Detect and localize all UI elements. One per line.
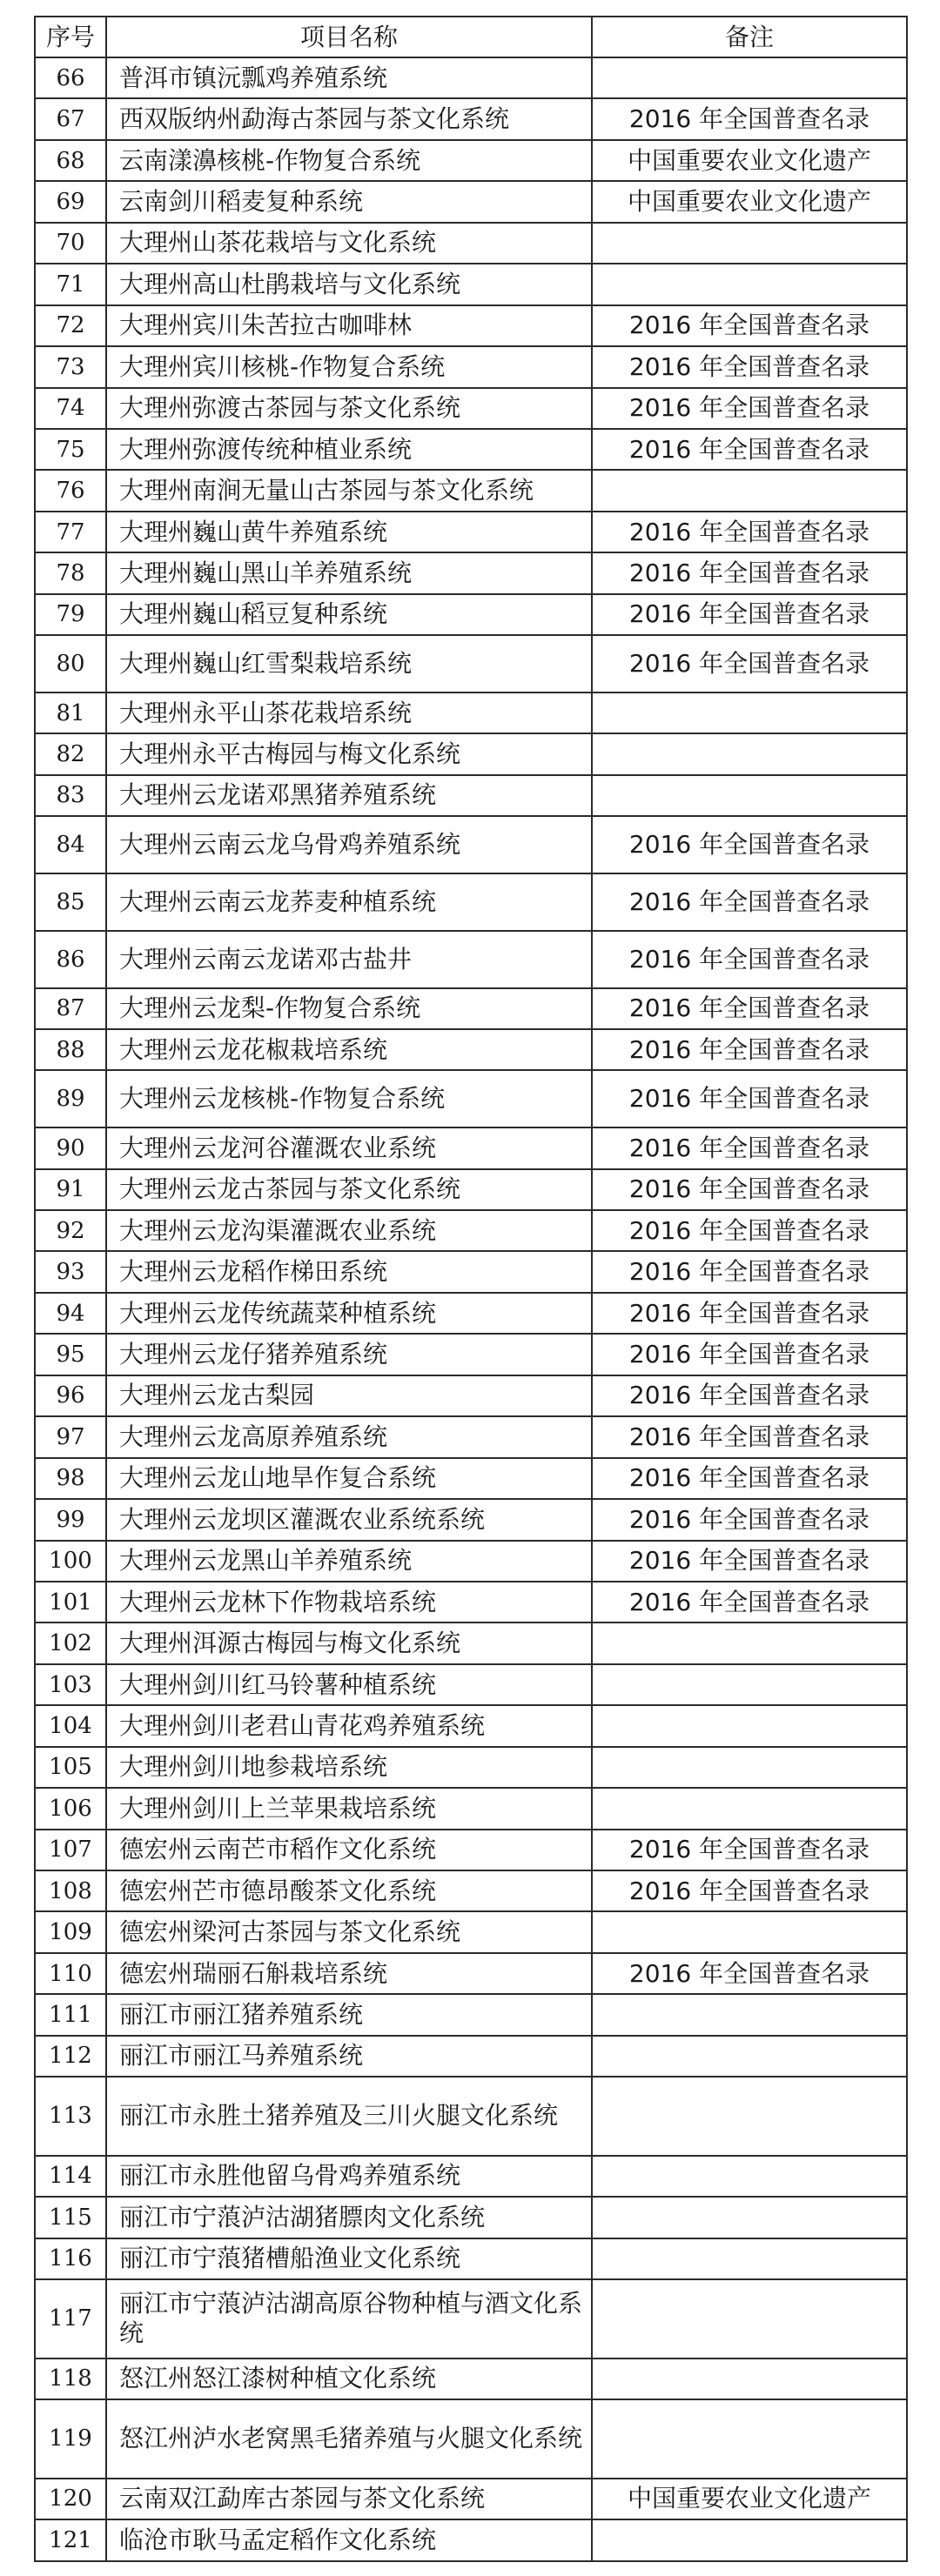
project-name: 大理州云龙梨-作物复合系统 (106, 988, 592, 1029)
row-number: 118 (35, 2359, 106, 2399)
row-number: 71 (35, 264, 106, 304)
row-number: 96 (35, 1375, 106, 1416)
table-row (35, 733, 907, 774)
remark: 2016 年全国普查名录 (592, 1169, 907, 1210)
project-name: 临沧市耿马孟定稻作文化系统 (106, 2519, 592, 2561)
remark (592, 2519, 907, 2561)
remark: 2016 年全国普查名录 (592, 873, 907, 931)
table-row (35, 2156, 907, 2197)
table-row (35, 305, 907, 346)
remark (592, 1911, 907, 1952)
project-name: 丽江市宁蒗泸沽湖猪膘肉文化系统 (106, 2197, 592, 2238)
row-number: 113 (35, 2077, 106, 2156)
table-row (35, 470, 907, 511)
table-row (35, 1911, 907, 1952)
project-name: 大理州云龙河谷灌溉农业系统 (106, 1127, 592, 1168)
row-number: 110 (35, 1953, 106, 1994)
remark (592, 1664, 907, 1705)
remark: 2016 年全国普查名录 (592, 388, 907, 429)
remark: 2016 年全国普查名录 (592, 594, 907, 635)
table-row (35, 2197, 907, 2238)
project-name: 大理州云龙传统蔬菜种植系统 (106, 1293, 592, 1334)
row-number: 94 (35, 1293, 106, 1334)
remark: 2016 年全国普查名录 (592, 1458, 907, 1499)
remark (592, 223, 907, 264)
table-row (35, 1416, 907, 1457)
row-number: 111 (35, 1994, 106, 2035)
table-row (35, 1623, 907, 1663)
heritage-table-sheet (34, 16, 906, 2562)
project-name: 大理州云龙核桃-作物复合系统 (106, 1070, 592, 1127)
remark: 2016 年全国普查名录 (592, 305, 907, 346)
table-row (35, 1788, 907, 1829)
table-row (35, 693, 907, 733)
row-number: 98 (35, 1458, 106, 1499)
remark: 2016 年全国普查名录 (592, 1127, 907, 1168)
row-number: 80 (35, 635, 106, 693)
remark: 2016 年全国普查名录 (592, 1029, 907, 1070)
table-row (35, 1830, 907, 1870)
row-number: 121 (35, 2519, 106, 2561)
row-number: 93 (35, 1251, 106, 1292)
row-number: 112 (35, 2036, 106, 2077)
row-number: 101 (35, 1582, 106, 1623)
table-row (35, 346, 907, 387)
table-row (35, 1664, 907, 1705)
row-number: 114 (35, 2156, 106, 2197)
row-number: 72 (35, 305, 106, 346)
row-number: 120 (35, 2479, 106, 2519)
table-row (35, 2036, 907, 2077)
project-name: 大理州云龙仔猪养殖系统 (106, 1334, 592, 1375)
table-header-row (35, 17, 907, 57)
table-row (35, 2479, 907, 2519)
remark (592, 1623, 907, 1663)
remark (592, 2036, 907, 2077)
project-name: 大理州云龙高原养殖系统 (106, 1416, 592, 1457)
row-number: 103 (35, 1664, 106, 1705)
row-number: 88 (35, 1029, 106, 1070)
row-number: 75 (35, 429, 106, 470)
remark: 中国重要农业文化遗产 (592, 2479, 907, 2519)
remark (592, 470, 907, 511)
remark (592, 1705, 907, 1746)
table-row (35, 2238, 907, 2279)
table-row (35, 57, 907, 98)
table-row (35, 2279, 907, 2359)
remark: 2016 年全国普查名录 (592, 816, 907, 873)
table-row (35, 1953, 907, 1994)
remark: 中国重要农业文化遗产 (592, 181, 907, 222)
project-name: 大理州云南云龙诺邓古盐井 (106, 931, 592, 988)
row-number: 86 (35, 931, 106, 988)
project-name: 大理州云南云龙乌骨鸡养殖系统 (106, 816, 592, 873)
table-row (35, 181, 907, 222)
row-number: 87 (35, 988, 106, 1029)
row-number: 68 (35, 140, 106, 181)
remark (592, 2359, 907, 2399)
remark: 2016 年全国普查名录 (592, 512, 907, 552)
table-row (35, 816, 907, 873)
row-number: 97 (35, 1416, 106, 1457)
remark: 2016 年全国普查名录 (592, 552, 907, 593)
project-name: 大理州云龙山地旱作复合系统 (106, 1458, 592, 1499)
project-name: 大理州云龙稻作梯田系统 (106, 1251, 592, 1292)
row-number: 74 (35, 388, 106, 429)
row-number: 119 (35, 2399, 106, 2479)
row-number: 91 (35, 1169, 106, 1210)
table-row (35, 1499, 907, 1540)
project-name: 普洱市镇沅瓢鸡养殖系统 (106, 57, 592, 98)
table-row (35, 2077, 907, 2156)
table-row (35, 1127, 907, 1168)
project-name: 大理州洱源古梅园与梅文化系统 (106, 1623, 592, 1663)
remark: 2016 年全国普查名录 (592, 635, 907, 693)
table-row (35, 931, 907, 988)
row-number: 84 (35, 816, 106, 873)
project-name: 西双版纳州勐海古茶园与茶文化系统 (106, 98, 592, 139)
row-number: 105 (35, 1747, 106, 1788)
table-row (35, 594, 907, 635)
project-name: 大理州云龙古梨园 (106, 1375, 592, 1416)
table-row (35, 264, 907, 304)
row-number: 78 (35, 552, 106, 593)
row-number: 100 (35, 1541, 106, 1582)
project-name: 大理州巍山黄牛养殖系统 (106, 512, 592, 552)
row-number: 70 (35, 223, 106, 264)
remark: 2016 年全国普查名录 (592, 429, 907, 470)
remark (592, 693, 907, 733)
remark: 2016 年全国普查名录 (592, 1375, 907, 1416)
table-row (35, 873, 907, 931)
project-name: 大理州巍山黑山羊养殖系统 (106, 552, 592, 593)
project-name: 云南剑川稻麦复种系统 (106, 181, 592, 222)
table-row (35, 512, 907, 552)
remark: 2016 年全国普查名录 (592, 1334, 907, 1375)
row-number: 69 (35, 181, 106, 222)
row-number: 76 (35, 470, 106, 511)
row-number: 82 (35, 733, 106, 774)
remark: 2016 年全国普查名录 (592, 1541, 907, 1582)
remark (592, 2399, 907, 2479)
row-number: 83 (35, 775, 106, 816)
row-number: 116 (35, 2238, 106, 2279)
table-row (35, 635, 907, 693)
row-number: 90 (35, 1127, 106, 1168)
remark: 2016 年全国普查名录 (592, 1499, 907, 1540)
project-name: 大理州高山杜鹃栽培与文化系统 (106, 264, 592, 304)
project-name: 德宏州梁河古茶园与茶文化系统 (106, 1911, 592, 1952)
row-number: 77 (35, 512, 106, 552)
table-row (35, 1747, 907, 1788)
column-header-note: 备注 (592, 17, 907, 57)
row-number: 81 (35, 693, 106, 733)
table-row (35, 1251, 907, 1292)
table-row (35, 140, 907, 181)
row-number: 85 (35, 873, 106, 931)
remark: 2016 年全国普查名录 (592, 1953, 907, 1994)
remark: 2016 年全国普查名录 (592, 1070, 907, 1127)
row-number: 67 (35, 98, 106, 139)
project-name: 大理州云龙林下作物栽培系统 (106, 1582, 592, 1623)
project-name: 大理州剑川地参栽培系统 (106, 1747, 592, 1788)
table-row (35, 429, 907, 470)
table-row (35, 1293, 907, 1334)
remark (592, 2279, 907, 2359)
remark: 2016 年全国普查名录 (592, 931, 907, 988)
remark (592, 57, 907, 98)
table-row (35, 1375, 907, 1416)
remark (592, 733, 907, 774)
row-number: 92 (35, 1210, 106, 1251)
project-name: 大理州云龙古茶园与茶文化系统 (106, 1169, 592, 1210)
row-number: 106 (35, 1788, 106, 1829)
remark (592, 1788, 907, 1829)
table-row (35, 223, 907, 264)
table-row (35, 2399, 907, 2479)
project-name: 怒江州怒江漆树种植文化系统 (106, 2359, 592, 2399)
table-row (35, 988, 907, 1029)
project-name: 云南漾濞核桃-作物复合系统 (106, 140, 592, 181)
row-number: 99 (35, 1499, 106, 1540)
project-name: 丽江市永胜土猪养殖及三川火腿文化系统 (106, 2077, 592, 2156)
column-header-no: 序号 (35, 17, 106, 57)
project-name: 大理州云龙坝区灌溉农业系统系统 (106, 1499, 592, 1540)
remark (592, 1747, 907, 1788)
row-number: 117 (35, 2279, 106, 2359)
table-row (35, 1870, 907, 1911)
project-name: 丽江市永胜他留乌骨鸡养殖系统 (106, 2156, 592, 2197)
table-row (35, 1458, 907, 1499)
table-row (35, 2359, 907, 2399)
remark: 2016 年全国普查名录 (592, 988, 907, 1029)
table-row (35, 2519, 907, 2561)
project-name: 丽江市宁蒗泸沽湖高原谷物种植与酒文化系统 (106, 2279, 592, 2359)
row-number: 108 (35, 1870, 106, 1911)
remark: 中国重要农业文化遗产 (592, 140, 907, 181)
remark: 2016 年全国普查名录 (592, 98, 907, 139)
row-number: 79 (35, 594, 106, 635)
project-name: 云南双江勐库古茶园与茶文化系统 (106, 2479, 592, 2519)
column-header-name: 项目名称 (106, 17, 592, 57)
project-name: 大理州剑川上兰苹果栽培系统 (106, 1788, 592, 1829)
remark (592, 775, 907, 816)
project-name: 丽江市丽江马养殖系统 (106, 2036, 592, 2077)
project-name: 德宏州芒市德昂酸茶文化系统 (106, 1870, 592, 1911)
project-name: 大理州云龙沟渠灌溉农业系统 (106, 1210, 592, 1251)
project-name: 大理州云龙花椒栽培系统 (106, 1029, 592, 1070)
project-name: 大理州剑川红马铃薯种植系统 (106, 1664, 592, 1705)
remark: 2016 年全国普查名录 (592, 1293, 907, 1334)
row-number: 115 (35, 2197, 106, 2238)
project-name: 大理州宾川朱苦拉古咖啡林 (106, 305, 592, 346)
table-row (35, 1705, 907, 1746)
project-name: 大理州永平古梅园与梅文化系统 (106, 733, 592, 774)
remark: 2016 年全国普查名录 (592, 1251, 907, 1292)
project-name: 大理州宾川核桃-作物复合系统 (106, 346, 592, 387)
remark: 2016 年全国普查名录 (592, 346, 907, 387)
row-number: 109 (35, 1911, 106, 1952)
table-row (35, 1070, 907, 1127)
project-name: 大理州永平山茶花栽培系统 (106, 693, 592, 733)
table-row (35, 98, 907, 139)
table-row (35, 552, 907, 593)
project-name: 怒江州泸水老窝黑毛猪养殖与火腿文化系统 (106, 2399, 592, 2479)
row-number: 66 (35, 57, 106, 98)
project-name: 德宏州瑞丽石斛栽培系统 (106, 1953, 592, 1994)
remark (592, 2156, 907, 2197)
project-name: 大理州巍山红雪梨栽培系统 (106, 635, 592, 693)
remark: 2016 年全国普查名录 (592, 1210, 907, 1251)
remark (592, 1994, 907, 2035)
remark: 2016 年全国普查名录 (592, 1582, 907, 1623)
row-number: 102 (35, 1623, 106, 1663)
heritage-table (34, 16, 908, 2562)
remark (592, 264, 907, 304)
table-row (35, 1334, 907, 1375)
table-body (35, 57, 907, 2561)
row-number: 73 (35, 346, 106, 387)
project-name: 大理州剑川老君山青花鸡养殖系统 (106, 1705, 592, 1746)
row-number: 104 (35, 1705, 106, 1746)
project-name: 大理州弥渡古茶园与茶文化系统 (106, 388, 592, 429)
table-row (35, 1169, 907, 1210)
table-row (35, 1029, 907, 1070)
project-name: 大理州云龙黑山羊养殖系统 (106, 1541, 592, 1582)
project-name: 丽江市丽江猪养殖系统 (106, 1994, 592, 2035)
remark (592, 2238, 907, 2279)
table-row (35, 1994, 907, 2035)
remark (592, 2077, 907, 2156)
row-number: 89 (35, 1070, 106, 1127)
remark: 2016 年全国普查名录 (592, 1830, 907, 1870)
project-name: 丽江市宁蒗猪槽船渔业文化系统 (106, 2238, 592, 2279)
row-number: 95 (35, 1334, 106, 1375)
table-row (35, 388, 907, 429)
table-row (35, 775, 907, 816)
project-name: 大理州云龙诺邓黑猪养殖系统 (106, 775, 592, 816)
table-row (35, 1210, 907, 1251)
table-row (35, 1582, 907, 1623)
project-name: 德宏州云南芒市稻作文化系统 (106, 1830, 592, 1870)
remark (592, 2197, 907, 2238)
project-name: 大理州云南云龙荞麦种植系统 (106, 873, 592, 931)
project-name: 大理州巍山稻豆复种系统 (106, 594, 592, 635)
remark: 2016 年全国普查名录 (592, 1416, 907, 1457)
project-name: 大理州山茶花栽培与文化系统 (106, 223, 592, 264)
project-name: 大理州弥渡传统种植业系统 (106, 429, 592, 470)
table-row (35, 1541, 907, 1582)
row-number: 107 (35, 1830, 106, 1870)
project-name: 大理州南涧无量山古茶园与茶文化系统 (106, 470, 592, 511)
remark: 2016 年全国普查名录 (592, 1870, 907, 1911)
